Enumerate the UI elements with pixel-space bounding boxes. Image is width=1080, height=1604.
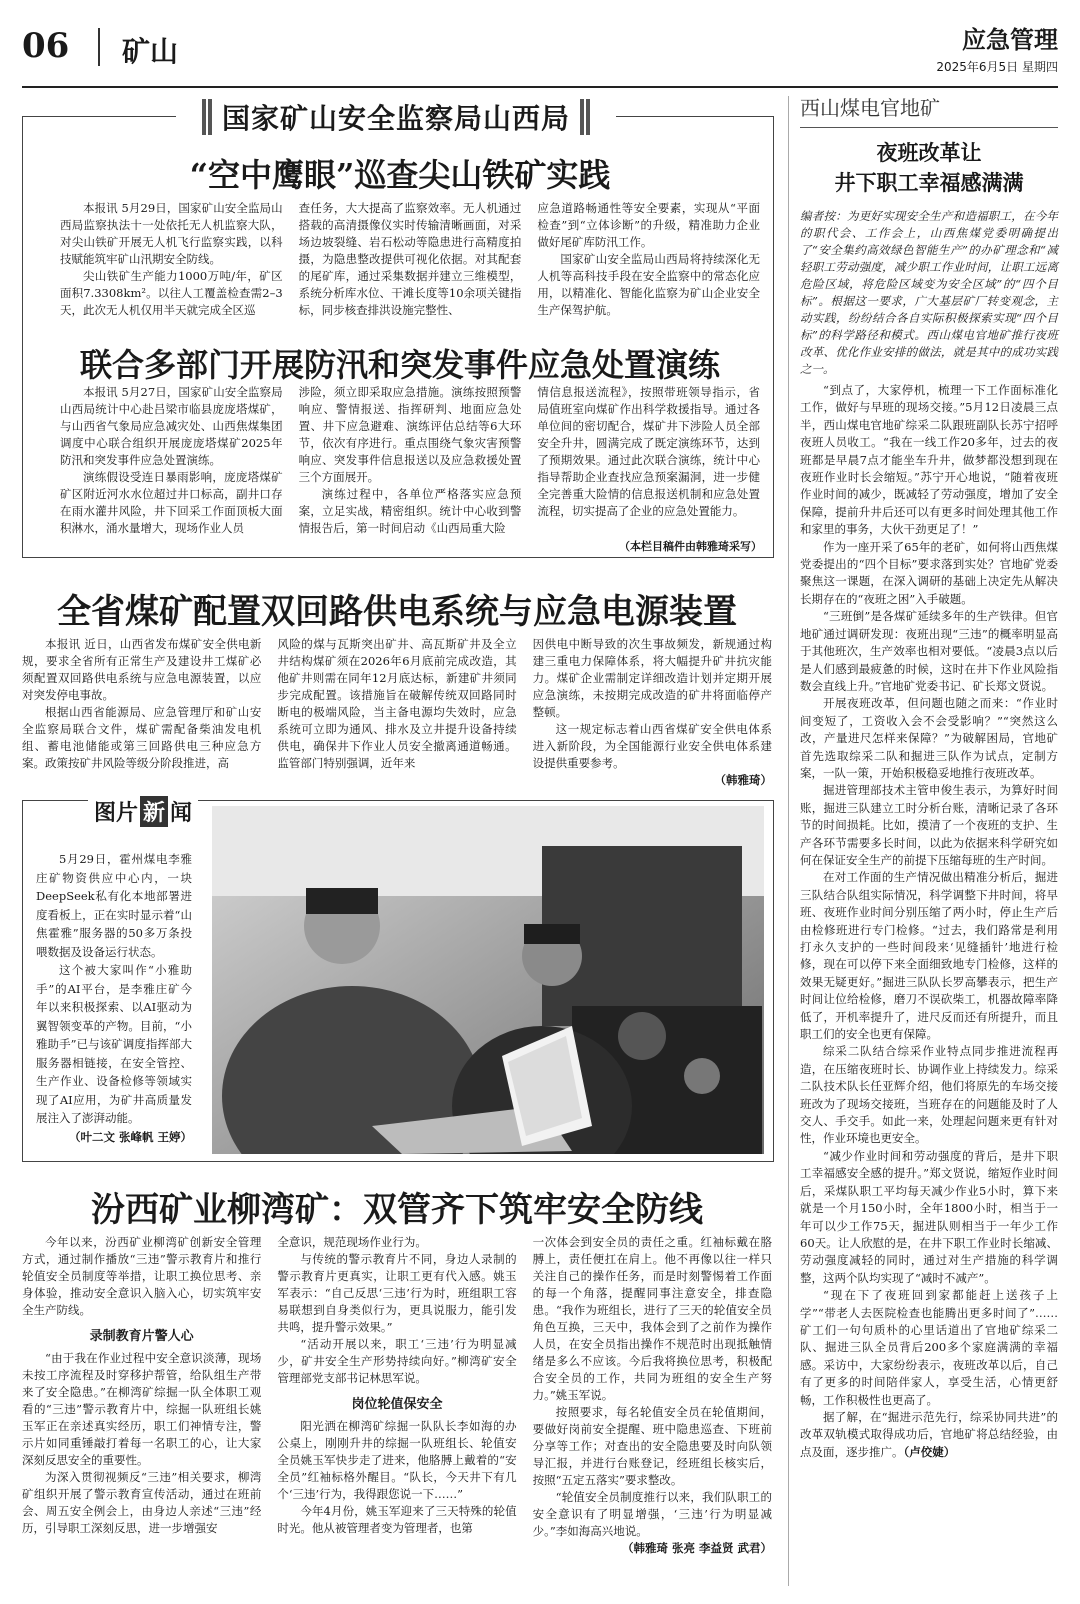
article-1-para: 国家矿山安全监局山西局将持续深化无人机等高科技手段在安全监察中的常态化应用，以精准化、智能化监察为矿山企业安全生产保驾护航。 (537, 252, 760, 317)
news-photo (212, 806, 764, 1154)
article-4-para: 阳光洒在柳湾矿综掘一队队长李如海的办公桌上，刚刚升井的综掘一队班组长、轮值安全员姚玉军快步走了进来，他胳膊上戴着的“安全员”红袖标格外醒目。“队长，今天井下有几个‘三违’行为，我得跟您说一下……” (277, 1419, 517, 1501)
article-2-title: 联合多部门开展防汛和突发事件应急处置演练 (79, 346, 720, 384)
article-4-para: “活动开展以来，职工‘三违’行为明显减少，矿井安全生产形势持续向好。”柳湾矿安全管理部党支部书记林思军说。 (277, 1337, 517, 1385)
sidebar-para: 在对工作面的生产情况做出精准分析后，掘进三队结合队组实际情况，科学调整下井时间，将早班、夜班作业时间分别压缩了两小时，停止生产后由检修班进行专门检修。“过去，我们路常是利用打永久支护的一些时间段来‘见缝插针’地进行检修，现在可以停下来全面细致地专门检修，这样的效果无疑更好。”掘进三队队长罗高攀表示，把生产时间让位给检修，磨刀不误砍柴工，机器故障率降低了，开机率提升了，进尺反而还有所提升，而且职工们的安全也更有保障。 (800, 870, 1058, 1042)
article-2-para: 演练过程中，各单位严格落实应急预案，立足实战，精密组织。统计中心收到警情报告后，第一时间启动《山西局重大险 (298, 487, 522, 535)
article-1-col3 (537, 200, 760, 320)
sidebar-kicker: 西山煤电官地矿 (800, 96, 940, 120)
column-divider (788, 96, 789, 1586)
publication-name: 应急管理 (962, 25, 1058, 54)
article-4-subhead-1: 录制教育片警人心 (89, 1329, 194, 1344)
article-1-col2 (299, 200, 522, 320)
bureau-credit: （本栏目稿件由韩雅琦采写） (619, 540, 762, 553)
article-3-para: 因供电中断导致的次生事故频发，新规通过构建三重电力保障体系，将大幅提升矿井抗灾能力。煤矿企业需制定详细改造计划并定期开展应急演练，未按期完成改造的矿井将面临停产整顿。 (532, 637, 772, 719)
sidebar-para: “三班倒”是各煤矿延续多年的生产铁律。但官地矿通过调研发现：夜班出现“三违”的概率明显高于其他班次，生产效率也相对要低。“凌晨3点以后是人们感到最疲惫的时候，这时在井下作业风险指数会直线上升。”官地矿党委书记、矿长郑文贤说。 (800, 609, 1058, 693)
sidebar-editor-note: 编者按：为更好实现安全生产和造福职工，在今年的职代会、工作会上，山西焦煤党委明确提出了“安全集约高效绿色智能生产”的办矿理念和“减轻职工劳动强度，减少职工作业时间，让职工远离危险区域，将危险区域变为安全区域”的“四个目标”。根据这一要求，广大基层矿厂转变观念，主动实践，纷纷结合各自实际积极探索实现“四个目标”的科学路径和模式。西山煤电官地矿推行夜班改革、优化作业安排的做法，就是其中的成功实践之一。 (800, 209, 1058, 376)
article-4-para: 今年以来，汾西矿业柳湾矿创新安全管理方式，通过制作播放“三违”警示教育片和推行轮值安全员制度等举措，让职工换位思考、亲身体验，推动安全意识入脑入心，切实筑牢安全生产防线。 (22, 1235, 262, 1317)
article-4-signoff: （韩雅琦 张亮 李益贤 武君） (621, 1541, 772, 1555)
article-1-para: 尖山铁矿生产能力1000万吨/年，矿区面积7.3308km²。以往人工覆盖检查需2–3天，此次无人机仅用半天就完成全区巡 (60, 269, 283, 317)
sidebar-para: 开展夜班改革，但问题也随之而来：“作业时间变短了，工资收入会不会受影响？”“突然这么改，产量进尺怎样来保障？”为破解困局，官地矿首先选取综采二队和掘进三队作为试点，定制方案，一队一策，开始积极稳妥地推行夜班改革。 (800, 696, 1058, 780)
article-2-col3 (537, 384, 760, 537)
article-2-col2 (299, 384, 522, 537)
photo-news-label (88, 796, 198, 827)
issue-date: 2025年6月5日 星期四 (936, 60, 1058, 74)
article-4-para: “由于我在作业过程中安全意识淡薄，现场未按工序流程及时穿移护帮管，给队组生产带来了安全隐患。”在柳湾矿综掘一队全体职工观看的“三违”警示教育片中，综掘一队班组长姚玉军正在亲述真实经历，职工们神情专注，警示片如同重锤敲打着每一名职工的心，让大家深刻反思安全的重要性。 (22, 1351, 262, 1467)
masthead-rule (22, 86, 1058, 88)
article-3-col2 (277, 636, 516, 789)
article-4-col1 (22, 1234, 261, 1589)
photo-news-label-b: 新 (140, 796, 168, 827)
article-2-para: 演练假设受连日暴雨影响，庞庞塔煤矿矿区附近河水水位超过井口标高，副井口存在雨水灌井风险，井下回采工作面顶板大面积淋水，涌水量增大，现场作业人员 (60, 470, 283, 535)
sidebar-article (800, 92, 1058, 1461)
article-4-col3 (533, 1234, 772, 1589)
article-3-para: 风险的煤与瓦斯突出矿井、高瓦斯矿井及全立井结构煤矿须在2026年6月底前完成改造，其他矿井则需在同年12月底达标，新建矿井须同步完成配置。该措施旨在破解传统双回路同时断电的极端风险，当主备电源均失效时，应急系统可立即为通风、排水及立井提升设备持续供电，确保井下作业人员安全撤离通道畅通。监管部门特别强调，近年来 (277, 637, 517, 770)
article-2-body (60, 384, 760, 534)
article-3-col3 (533, 636, 772, 789)
article-2-para: 本报讯 5月27日，国家矿山安全监察局山西局统计中心赴吕梁市临县庞庞塔煤矿，与山西省气象局应急减灾处、山西焦煤集团调度中心联合组织开展庞庞塔煤矿2025年防汛和突发事件应急处置演练。 (60, 385, 283, 467)
article-4-para: “轮值安全员制度推行以来，我们队职工的安全意识有了明显增强，‘三违’行为明显减少。”李如海高兴地说。 (532, 1490, 772, 1538)
article-4-subhead-2: 岗位轮值保安全 (351, 1397, 443, 1412)
sidebar-para: “现在下了夜班回到家都能赶上送孩子上学”“带老人去医院检查也能腾出更多时间了”……矿工们一句句质朴的心里话道出了官地矿综采二队、掘进三队全员背后200多个家庭满满的幸福感。采访中，大家纷纷表示，夜班改革以后，自己有了更多的时间陪伴家人，享受生活，心情更舒畅，工作积极性也更高了。 (800, 1288, 1058, 1407)
section-name: 矿山 (122, 35, 179, 68)
article-1-title: “空中鹰眼”巡查尖山铁矿实践 (189, 156, 611, 194)
page-number: 06 (22, 26, 70, 66)
article-3-para: 根据山西省能源局、应急管理厅和矿山安全监察局联合文件，煤矿需配备柴油发电机组、蓄电池储能或第三回路供电三种应急方案。政策按矿井风险等级分阶段推进，高 (22, 705, 262, 770)
photo-caption-para: 这个被大家叫作“小雅助手”的AI平台，是李雅庄矿今年以来积极探索、以AI驱动为翼智领变革的产物。目前，“小雅助手”已与该矿调度指挥部大服务器相链接，在安全管控、生产作业、设备检修等领域实现了AI应用，为矿井高质量发展注入了澎湃动能。 (36, 963, 192, 1125)
article-1-col1 (60, 200, 283, 320)
article-4-para: 按照要求，每名轮值安全员在轮值期间，要做好岗前安全提醒、班中隐患巡查、下班前分享等工作；对查出的安全隐患要及时向队领导汇报，并进行台账登记，经班组长核实后，按照“五定五落实”要求整改。 (532, 1405, 772, 1487)
sidebar-para: 掘进管理部技术主管申俊生表示，为算好时间账，掘进三队建立工时分析台账，清晰记录了各环节的时间损耗。比如，摸清了一个夜班的支护、生产各环节需要多长时间，以此为依据来科学研究如何在保证安全生产的前提下压缩每班的生产时间。 (800, 783, 1058, 867)
article-4-para: 今年4月份，姚玉军迎来了三天特殊的轮值时光。他从被管理者变为管理者，也第 (277, 1504, 517, 1535)
photo-news-label-a: 图片 (94, 800, 139, 826)
article-1-body (60, 200, 760, 320)
photo-caption (36, 850, 192, 1146)
sidebar-title-line1: 夜班改革让 (876, 140, 982, 165)
article-3-signoff: （韩雅琦） (714, 773, 772, 787)
banner-stripes-left (202, 99, 212, 135)
article-1-para: 本报讯 5月29日，国家矿山安全监局山西局监察执法十一处依托无人机监察大队，对尖山铁矿开展无人机飞行监察实践，以科技赋能筑牢矿山汛期安全防线。 (60, 201, 283, 266)
article-3-para: 本报讯 近日，山西省发布煤矿安全供电新规，要求全省所有正常生产及建设井工煤矿必须配置双回路供电系统与应急电源装置，以应对突发停电事故。 (22, 637, 262, 702)
article-3-col1 (22, 636, 261, 789)
sidebar-para: “减少作业时间和劳动强度的背后，是井下职工幸福感安全感的提升。”郑文贤说，缩短作业时间后，采煤队职工平均每天减少作业5小时，算下来就是一个月150小时，全年1800小时，相当于一年可以少工作75天，掘进队则相当于一年少工作60天。让人欣慰的是，在井下职工作业时长缩减、劳动强度减轻的同时，通过对生产措施的科学调整，这两个队均实现了“减时不减产”。 (800, 1148, 1058, 1285)
bureau-banner-text: 国家矿山安全监察局山西局 (221, 102, 570, 135)
article-4-para: 与传统的警示教育片不同，身边人录制的警示教育片更真实，让职工更有代入感。姚玉军表示：“自己反思‘三违’行为时，班组职工容易联想到自身类似行为，更具说服力，能引发共鸣，提升警示效果。” (277, 1252, 517, 1334)
article-2-col1 (60, 384, 283, 537)
article-1-para: 应急道路畅通性等安全要素，实现从“平面检查”到“立体诊断”的升级，精准助力企业做好尾矿库防汛工作。 (537, 201, 760, 249)
article-3-body (22, 636, 772, 786)
article-4-para: 一次体会到安全员的责任之重。红袖标戴在胳膊上，责任便扛在肩上。他不再像以往一样只关注自己的操作任务，而是时刻警惕着工作面的每一个角落，提醒同事注意安全，排查隐患。“我作为班组长，进行了三天的轮值安全员角色互换，三天中，我体会到了之前作为操作人员，在安全员指出操作不规范时出现抵触情绪是多么不应该。今后我将换位思考，积极配合安全员的工作，共同为班组的安全生产努力。”姚玉军说。 (532, 1235, 772, 1402)
sidebar-para: 作为一座开采了65年的老矿，如何将山西焦煤党委提出的“四个目标”要求落到实处？官地矿党委聚焦这一课题，在深入调研的基础上决定先从解决长期存在的“夜班之困”入手破题。 (800, 539, 1058, 606)
sidebar-rule (800, 127, 1058, 128)
banner-stripes-right (580, 99, 590, 135)
sidebar-para: 据了解，在“掘进示范先行，综采协同共进”的改革双轨模式取得成功后，官地矿将总结经验，由点及面，逐步推广。（卢佼婕） (800, 1409, 1058, 1459)
bureau-banner (176, 95, 616, 139)
article-4-title: 汾西矿业柳湾矿：双管齐下筑牢安全防线 (91, 1190, 703, 1230)
article-4-body (22, 1234, 772, 1589)
sidebar-body (800, 382, 1058, 1461)
article-4-col2 (277, 1234, 516, 1589)
sidebar-para: 综采二队结合综采作业特点同步推进流程再造，在压缩夜班时长、协调作业上持续发力。综采二队技术队长任亚辉介绍，他们将原先的车场交接班改为了现场交接班，当班存在的问题能及时了人交人、手交手。如此一来，处理起问题来更有针对性，作业环境也更安全。 (800, 1044, 1058, 1146)
article-2-para: 情信息报送流程》，按照带班领导指示，省局值班室向煤矿作出科学救援指导。通过各单位间的密切配合，煤矿井下涉险人员全部安全升井，圆满完成了既定演练环节，达到了预期效果。通过此次联合演练，统计中心指导帮助企业查找应急预案漏洞，进一步健全完善重大险情的信息报送机制和应急处置流程，切实提高了企业的应急处置能力。 (537, 385, 760, 518)
article-4-para: 为深入贯彻视频反“三违”相关要求，柳湾矿组织开展了警示教育宣传活动，通过在班前会、周五安全例会上，由身边人亲述“三违”经历，引导职工深刻反思，进一步增强安 (22, 1470, 262, 1535)
article-2-para: 涉险，须立即采取应急措施。演练按照预警响应、警情报送、指挥研判、地面应急处置、井下应急避难、演练评估总结等6大环节，依次有序进行。重点围绕气象灾害预警响应、突发事件信息报送以及应急救援处置三个方面展开。 (298, 385, 522, 484)
sidebar-para: “到点了，大家停机，梳理一下工作面标准化工作，做好与早班的现场交接。”5月12日凌晨三点半，西山煤电官地矿综采二队跟班副队长苏宁招呼夜班人员收工。“我在一线工作20多年，过去的夜班都是早晨7点才能坐车升井，做梦都没想到现在夜班作业时长会缩短。”苏宁开心地说，“随着夜班作业时间的减少，既减轻了劳动强度，增加了安全保障，提前升井后还可以有更多时间处理其他工作和家里的事务，大伙干劲更足了！” (800, 383, 1058, 537)
masthead-divider (98, 28, 100, 66)
photo-credit: （叶二文 张峰帆 王婷） (68, 1129, 192, 1144)
sidebar-signoff: （卢佼婕） (903, 1444, 956, 1459)
photo-news-label-c: 闻 (170, 800, 193, 826)
photo-caption-para: 5月29日，霍州煤电李雅庄矿物资供应中心内，一块DeepSeek私有化本地部署进度看板上，正在实时显示着“山焦霍雅”服务器的50多万条投喂数据及设备运行状态。 (36, 852, 192, 959)
article-4-para: 全意识，规范现场作业行为。 (277, 1235, 427, 1249)
article-3-title: 全省煤矿配置双回路供电系统与应急电源装置 (57, 592, 737, 632)
article-1-para: 查任务，大大提高了监察效率。无人机通过搭载的高清摄像仪实时传输清晰画面，对采场边坡裂缝、岩石松动等隐患进行高精度拍摄，为隐患整改提供可视化依据。对其配套的尾矿库，通过采集数据并建立三维模型，系统分析库水位、干滩长度等10余项关键指标，同步核查排洪设施完整性、 (298, 201, 522, 317)
article-3-para: 这一规定标志着山西省煤矿安全供电体系进入新阶段，为全国能源行业安全供电体系建设提供重要参考。 (532, 722, 772, 770)
sidebar-title-line2: 井下职工幸福感满满 (834, 170, 1024, 195)
